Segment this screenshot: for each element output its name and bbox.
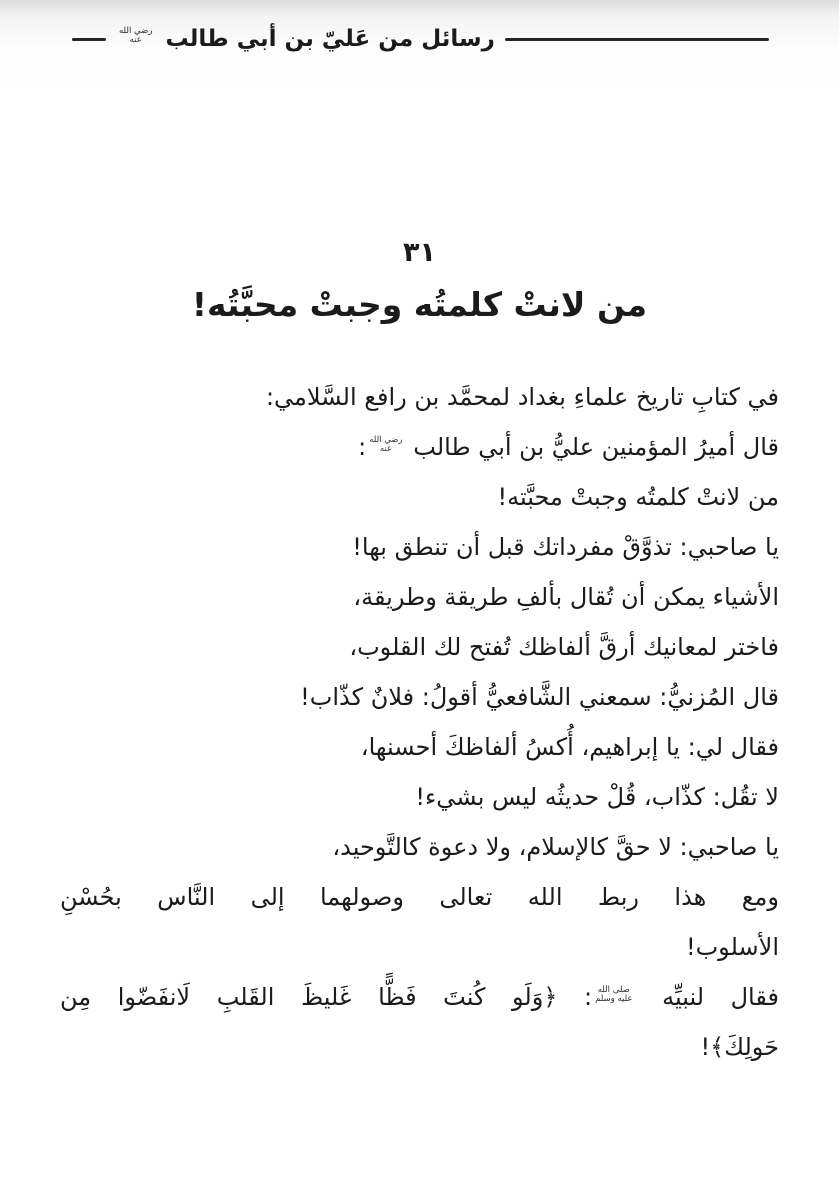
body-line-13	[60, 972, 779, 1022]
body-line-2-colon: :	[358, 433, 367, 461]
honorific-bottom: عنه	[379, 444, 393, 454]
honorific-top: صلى الله	[597, 985, 630, 996]
body-line-14: حَولِكَ﴾!	[700, 1033, 779, 1061]
body-line-8: فقال لي: يا إبراهيم، أُكسُ ألفاظكَ أحسنها،	[360, 733, 779, 761]
body-line-10: يا صاحبي: لا حقَّ كالإسلام، ولا دعوة كالتَّوحيد،	[332, 833, 779, 861]
body-line-2-text: قال أميرُ المؤمنين عليُّ بن أبي طالب	[405, 433, 779, 461]
header-rule-right	[505, 38, 769, 41]
chapter-number: ٣١	[403, 237, 436, 268]
body-line-3: من لانتْ كلمتُه وجبتْ محبَّته!	[497, 483, 779, 511]
honorific-bottom: عنه	[129, 35, 142, 45]
body-line-5: الأشياء يمكن أن تُقال بألفِ طريقة وطريقة،	[353, 583, 779, 611]
honorific-top: رضي الله	[119, 26, 153, 37]
quran-quote-text: : ﴿وَلَو كُنتَ فَظًّا غَليظَ القَلبِ لَانفَضّوا مِن	[60, 983, 593, 1011]
body-line-11: ومع هذا ربط الله تعالى وصولهما إلى النَّاس بحُسْنِ	[60, 883, 779, 911]
body-line-1: في كتابِ تاريخ علماءِ بغداد لمحمَّد بن رافع السَّلامي:	[265, 383, 779, 411]
body-line-6: فاختر لمعانيك أرقَّ ألفاظك تُفتح لك القلوب،	[349, 633, 779, 661]
radiallahu-anhu-icon	[369, 436, 402, 454]
sallallahu-alayhi-wasallam-icon	[595, 986, 632, 1004]
body-line-2	[60, 422, 779, 472]
chapter-title: من لانتْ كلمتُه وجبتْ محبَّتُه!	[191, 285, 648, 324]
book-title: رسائل من عَليّ بن أبي طالب	[165, 26, 495, 52]
body-line-12: الأسلوب!	[685, 933, 779, 961]
honorific-bottom: عليه وسلم	[595, 994, 633, 1004]
honorific-top: رضي الله	[369, 435, 403, 446]
header-rule-left	[72, 38, 106, 41]
chapter-content	[0, 234, 839, 1072]
body-line-4: يا صاحبي: تذوَّقْ مفرداتك قبل أن تنطق بها!	[352, 533, 779, 561]
radiallahu-anhu-icon	[119, 27, 152, 45]
running-header	[0, 0, 839, 52]
chapter-body	[0, 372, 839, 1072]
body-line-9: لا تقُل: كذّاب، قُلْ حديثُه ليس بشيء!	[415, 783, 779, 811]
body-line-7: قال المُزنيُّ: سمعني الشَّافعيُّ أقولُ: فلانٌ كذّاب!	[300, 683, 779, 711]
body-line-13-text: فقال لنبيِّه	[635, 983, 779, 1011]
